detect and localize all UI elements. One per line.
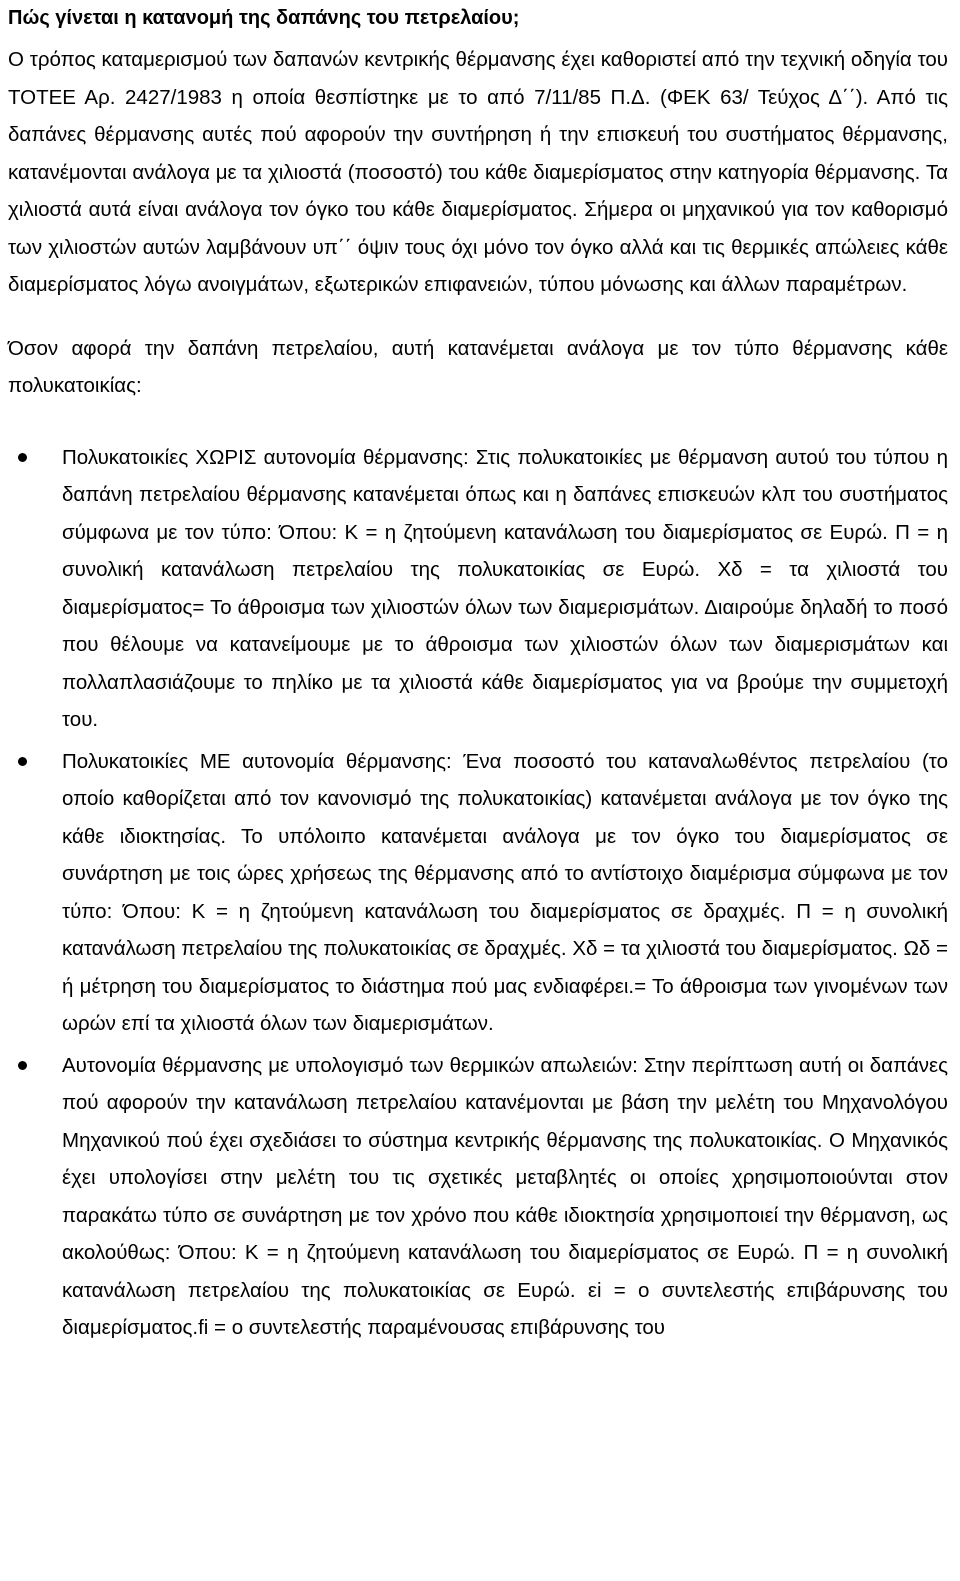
bullet-icon xyxy=(18,757,27,766)
paragraph-oil-cost: Όσον αφορά την δαπάνη πετρελαίου, αυτή κατανέμεται ανάλογα με τον τύπο θέρμανσης κάθε πολυκατοικίας: xyxy=(8,336,948,397)
paragraph-intro: Ο τρόπος καταμερισμού των δαπανών κεντρικής θέρμανσης έχει καθοριστεί από την τεχνική οδηγία του ΤΟΤΕΕ Αρ. 2427/1983 η οποία θεσπίστηκε με το από 7/11/85 Π.Δ. (ΦΕΚ 63/ Τεύχος Δ΄΄). Από τις δαπάνες θέρμανσης αυτές πού αφορούν την συντήρηση ή την επισκευή του συστήματος θέρμανσης, κατανέμονται ανάλογα με τα χιλιοστά (ποσοστό) του κάθε διαμερίσματος στην κατηγορία θέρμανσης. Τα χιλιοστά αυτά είναι ανάλογα τον όγκο του κάθε διαμερίσματος. Σήμερα οι μηχανικού για τον καθορισμό των χιλιοστών αυτών λαμβάνουν υπ΄΄ όψιν τους όχι μόνο τον όγκο αλλά και τις θερμικές απώλειες κάθε διαμερίσματος λόγω ανοιγμάτων, εξωτερικών επιφανειών, τύπου μόνωσης και άλλων παραμέτρων. xyxy=(8,48,948,296)
list-item-text: Πολυκατοικίες ΧΩΡΙΣ αυτονομία θέρμανσης: Στις πολυκατοικίες με θέρμανση αυτού του τύπου η δαπάνη πετρελαίου θέρμανσης κατανέμεται όπως και η δαπάνες επισκευών κλπ του συστήματος σύμφωνα με τον τύπο: Όπου: Κ = η ζητούμενη κατανάλωση του διαμερίσματος σε Ευρώ. Π = η συνολική κατανάλωση πετρελαίου της πολυκατοικίας σε Ευρώ. Χδ = τα χιλιοστά του διαμερίσματος= Το άθροισμα των χιλιοστών όλων των διαμερισμάτων. Διαιρούμε δηλαδή το ποσό που θέλουμε να κατανείμουμε με το άθροισμα των χιλιοστών όλων των διαμερισμάτων και πολλαπλασιάζουμε το πηλίκο με τα χιλιοστά κάθε διαμερίσματος για να βρούμε την συμμετοχή του. xyxy=(62,445,948,731)
bullet-icon xyxy=(18,453,27,462)
heating-types-list xyxy=(8,439,948,1347)
list-item-text: Αυτονομία θέρμανσης με υπολογισμό των θερμικών απωλειών: Στην περίπτωση αυτή οι δαπάνες πού αφορούν την κατανάλωση πετρελαίου κατανέμονται με βάση την μελέτη του Μηχανολόγου Μηχανικού πού έχει σχεδιάσει το σύστημα κεντρικής θέρμανσης της πολυκατοικίας. Ο Μηχανικός έχει υπολογίσει στην μελέτη του τις σχετικές μεταβλητές οι οποίες χρησιμοποιούνται στον παρακάτω τύπο σε συνάρτηση με τον χρόνο που κάθε ιδιοκτησία χρησιμοποιεί την θέρμανση, ως ακολούθως: Όπου: Κ = η ζητούμενη κατανάλωση του διαμερίσματος σε Ευρώ. Π = η συνολική κατανάλωση πετρελαίου της πολυκατοικίας σε Ευρώ. εi = ο συντελεστής επιβάρυνσης του διαμερίσματος.fi = ο συντελεστής παραμένουσας επιβάρυνσης του xyxy=(62,1053,948,1339)
list-item-text: Πολυκατοικίες ΜΕ αυτονομία θέρμανσης: Ένα ποσοστό του καταναλωθέντος πετρελαίου (το οποίο καθορίζεται από τον κανονισμό της πολυκατοικίας) κατανέμεται ανάλογα με τον όγκο της κάθε ιδιοκτησίας. Το υπόλοιπο κατανέμεται ανάλογα με τον όγκο του διαμερίσματος σε συνάρτηση με τοις ώρες χρήσεως της θέρμανσης από το αντίστοιχο διαμέρισμα σύμφωνα με τον τύπο: Όπου: Κ = η ζητούμενη κατανάλωση του διαμερίσματος σε δραχμές. Π = η συνολική κατανάλωση πετρελαίου της πολυκατοικίας σε δραχμές. Χδ = τα χιλιοστά του διαμερίσματος. Ωδ = ή μέτρηση του διαμερίσματος το διάστημα πού μας ενδιαφέρει.= Το άθροισμα των γινομένων των ωρών επί τα χιλιοστά όλων των διαμερισμάτων. xyxy=(62,749,948,1035)
list-item xyxy=(8,1047,948,1347)
bullet-icon xyxy=(18,1061,27,1070)
list-item xyxy=(8,743,948,1043)
list-item xyxy=(8,439,948,739)
page-title: Πώς γίνεται η κατανομή της δαπάνης του πετρελαίου; xyxy=(8,7,520,29)
